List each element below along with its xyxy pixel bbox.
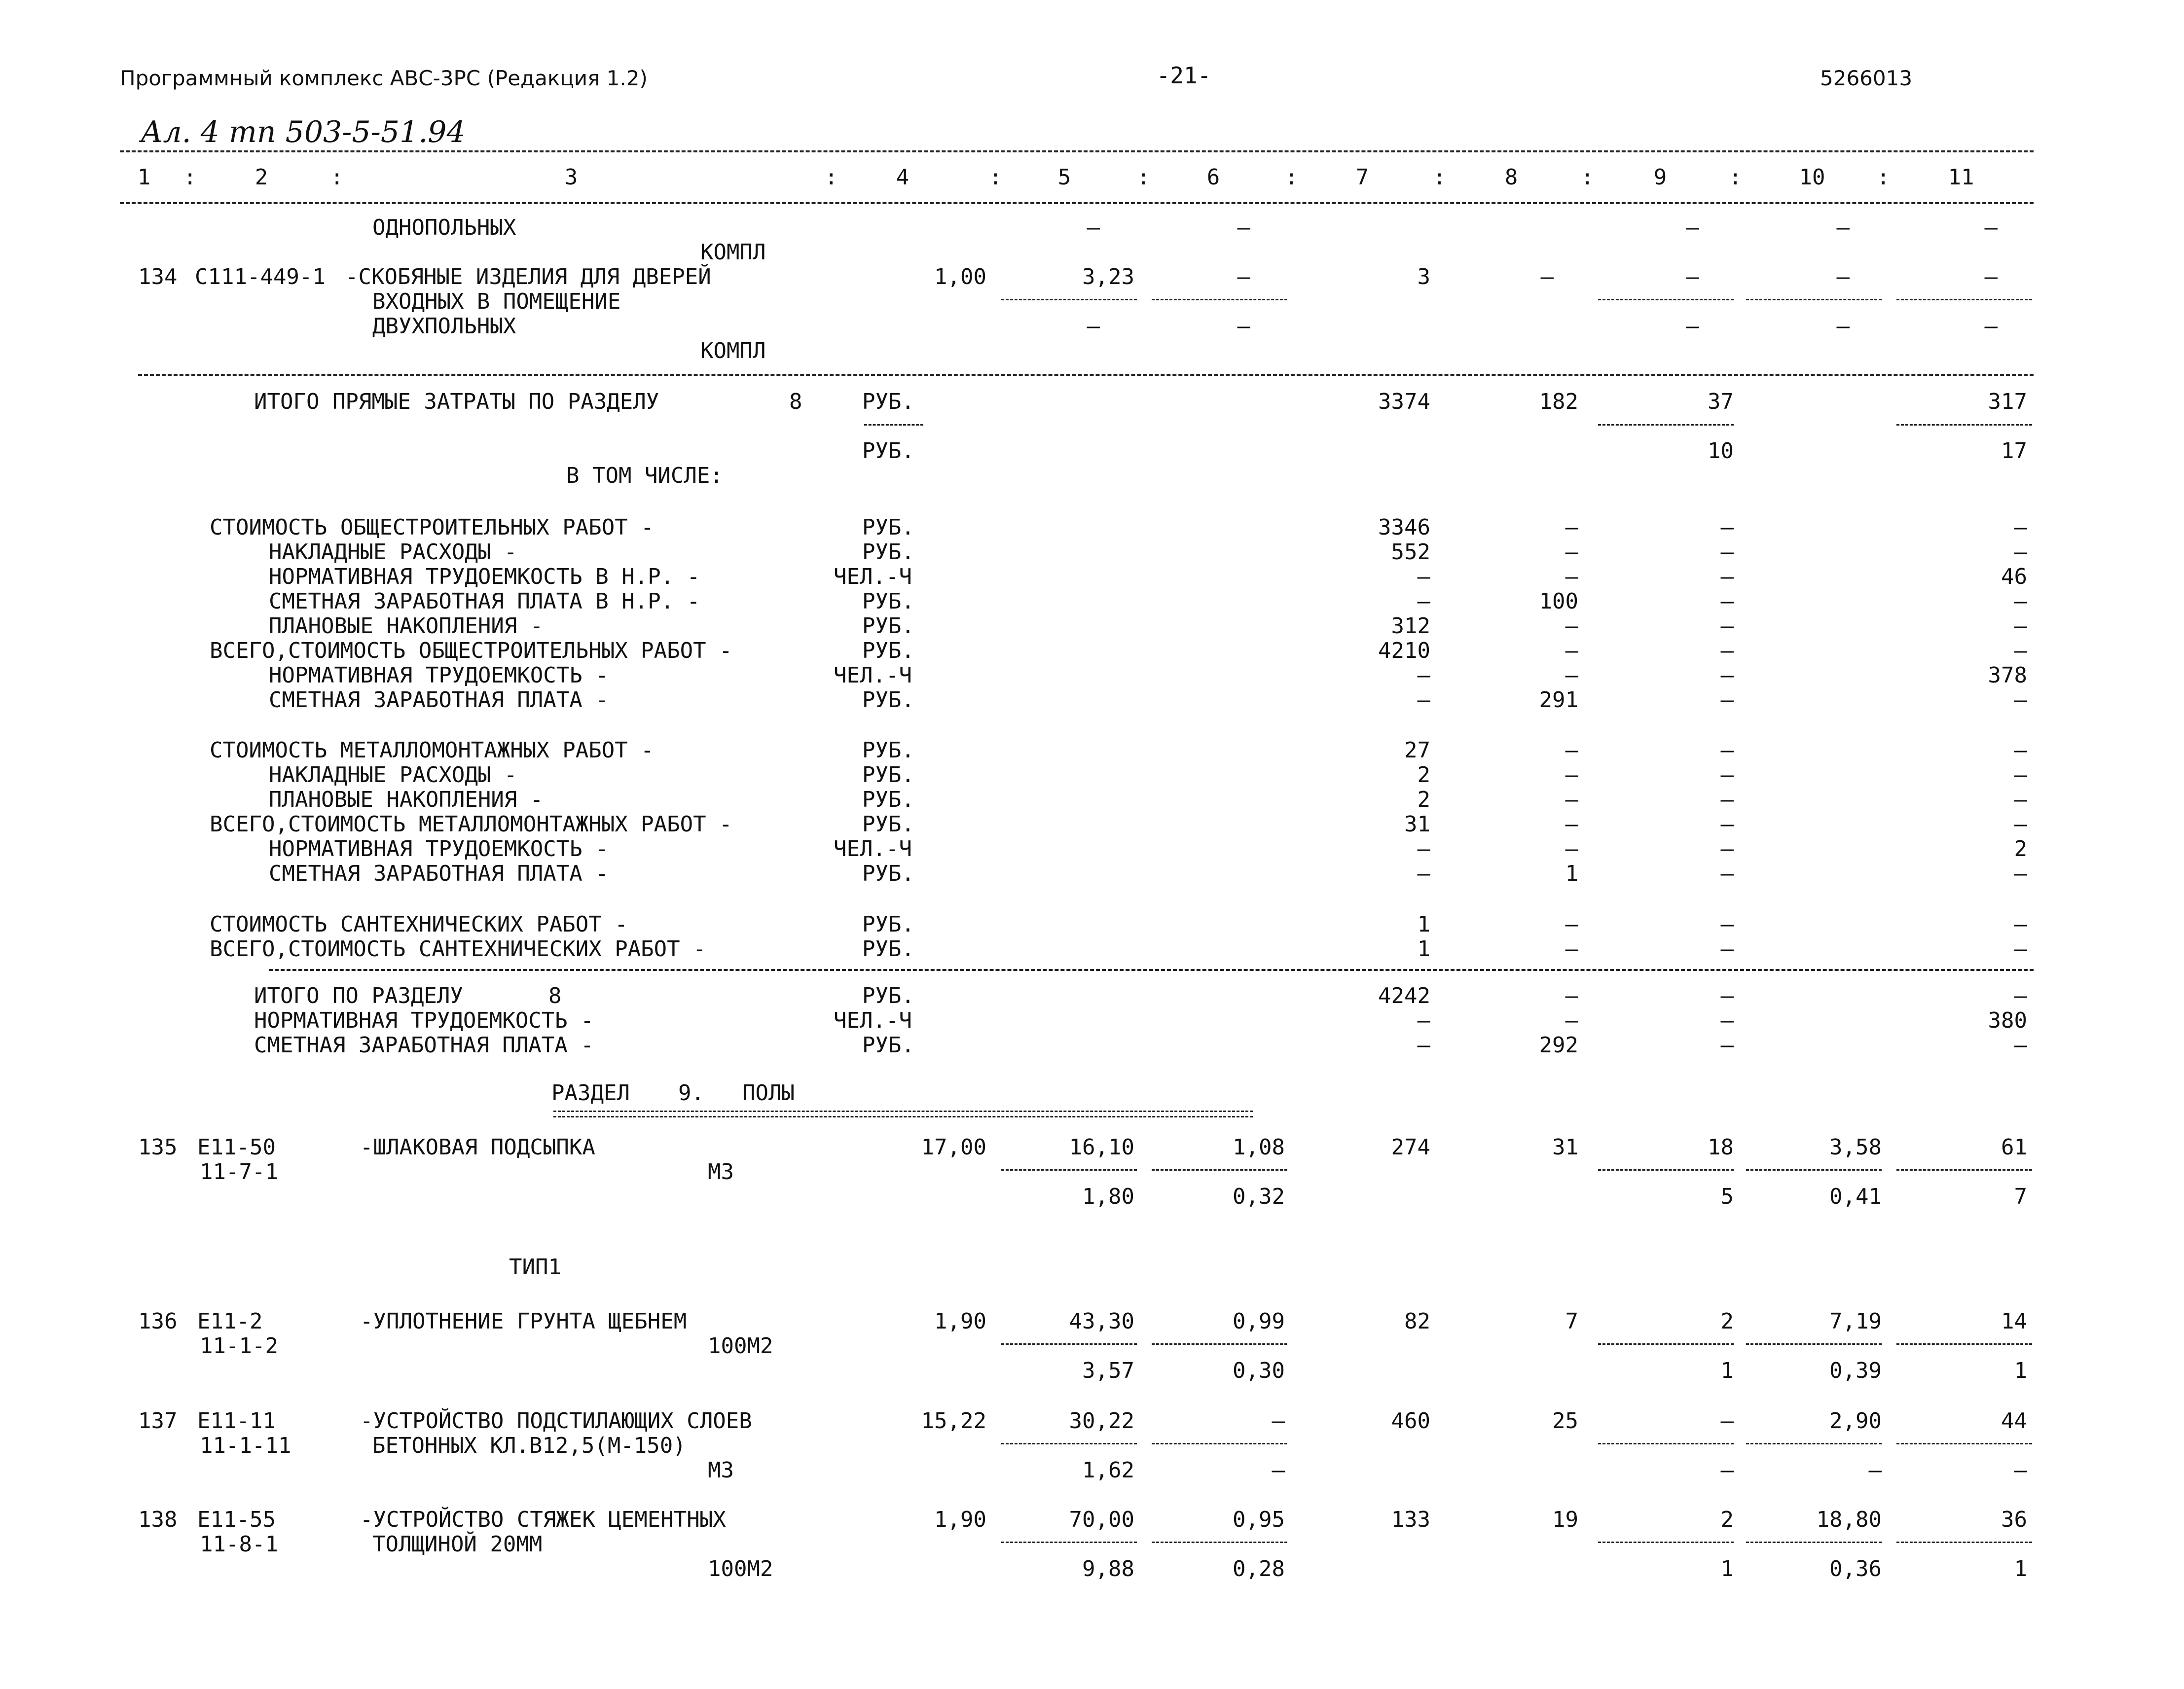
breakdown-label: СМЕТНАЯ ЗАРАБОТНАЯ ПЛАТА - [269,687,609,713]
breakdown-label: НОРМАТИВНАЯ ТРУДОЕМКОСТЬ - [269,663,609,688]
cell-c9: – [1720,1008,1734,1033]
cell-c6-wage: 0,28 [1233,1556,1285,1581]
item-code: Е11-11 [197,1408,276,1434]
unit: РУБ. [862,589,914,614]
unit: РУБ. [862,762,914,788]
cell-c7: 312 [1391,613,1430,639]
cell-c6-wage: 0,30 [1233,1358,1285,1383]
cell-c9: 18 [1708,1135,1734,1160]
cell-c11: 2 [2014,836,2027,862]
cell-c9-wage: 1 [1720,1556,1734,1581]
cell-c4: 15,22 [921,1408,986,1434]
cell-c11-wage: 1 [2014,1358,2027,1383]
cell-c7: – [1417,663,1430,688]
cell-c8: 182 [1539,389,1578,414]
sub-rule [1598,1443,1734,1444]
cell-c10-wage: 0,36 [1829,1556,1882,1581]
cell-c11-wage: 1 [2014,1556,2027,1581]
section-title-underline [553,1111,1253,1117]
sub-rule [1152,1443,1287,1444]
header-rule [120,150,2034,152]
breakdown-label: ВСЕГО,СТОИМОСТЬ ОБЩЕСТРОИТЕЛЬНЫХ РАБОТ - [210,638,732,663]
col-sep: : [183,165,197,190]
cell-c7: – [1417,589,1430,614]
cell-c7: 460 [1391,1408,1430,1434]
cell-c7: 31 [1404,812,1430,837]
unit: РУБ. [862,983,914,1008]
cell-c11: 46 [2001,564,2027,589]
cell-c8: – [1565,738,1578,763]
cell-c6: – [1237,264,1250,289]
cell-c8: – [1565,564,1578,589]
cell-c6-wage: 0,32 [1233,1184,1285,1209]
item-name: -УПЛОТНЕНИЕ ГРУНТА ЩЕБНЕМ [360,1309,687,1334]
cell-c7: 2 [1417,787,1430,812]
unit: РУБ. [862,438,914,464]
unit: РУБ. [862,738,914,763]
cell-c7: 274 [1391,1135,1430,1160]
unit: РУБ. [862,787,914,812]
breakdown-label: ВСЕГО,СТОИМОСТЬ МЕТАЛЛОМОНТАЖНЫХ РАБОТ - [210,812,732,837]
cell-c10: 3,58 [1829,1135,1882,1160]
breakdown-label: СМЕТНАЯ ЗАРАБОТНАЯ ПЛАТА - [269,861,609,886]
cell-c9: 10 [1708,438,1734,464]
cell-c7: – [1417,564,1430,589]
cell-c11: – [2014,539,2027,565]
cell-c11: – [2014,589,2027,614]
cell-c5: – [1087,314,1100,339]
unit: РУБ. [862,861,914,886]
sub-rule [1896,299,2032,300]
cell-c7: 552 [1391,539,1430,565]
item-code-secondary: 11-7-1 [200,1159,278,1185]
including-label: В ТОМ ЧИСЛЕ: [566,463,723,488]
col-sep: : [989,165,1002,190]
cell-c9: – [1720,564,1734,589]
cell-c9: – [1720,515,1734,540]
item-name-line: ДВУХПОЛЬНЫХ [372,314,516,339]
cell-c5: 3,23 [1082,264,1134,289]
cell-c9: – [1720,539,1734,565]
cell-c5: 70,00 [1069,1507,1134,1532]
section-number: 8 [548,983,562,1008]
cell-c7: 3374 [1378,389,1430,414]
breakdown-label: ПЛАНОВЫЕ НАКОПЛЕНИЯ - [269,787,544,812]
item-number: 135 [138,1135,178,1160]
cell-c9: – [1720,638,1734,663]
cell-c9: – [1720,1033,1734,1058]
item-number: 137 [138,1408,178,1434]
cell-c9: – [1720,787,1734,812]
cell-c9: – [1720,589,1734,614]
cell-c7: 3 [1417,264,1430,289]
document-code: 5266013 [1820,66,1913,90]
cell-c7: 1 [1417,912,1430,937]
cell-c6: 0,99 [1233,1309,1285,1334]
sub-rule [1001,1343,1137,1345]
sub-rule [1746,1169,1882,1171]
cell-c9: 37 [1708,389,1734,414]
cell-c8: – [1565,836,1578,862]
cell-c11: – [2014,738,2027,763]
item-name-line: ТОЛЩИНОЙ 20ММ [372,1532,543,1557]
cell-c11: 380 [1988,1008,2027,1033]
cell-c11: – [2014,515,2027,540]
col-header-5: 5 [1057,165,1071,190]
item-number: 138 [138,1507,178,1532]
cell-c11: – [2014,638,2027,663]
item-code-secondary: 11-8-1 [200,1532,278,1557]
cell-c5-wage: 9,88 [1082,1556,1134,1581]
cell-c5-wage: 1,62 [1082,1458,1134,1483]
unit: ЧЕЛ.-Ч [834,836,912,862]
cell-c9: – [1720,812,1734,837]
cell-c9-wage: 1 [1720,1358,1734,1383]
cell-c11: – [2014,983,2027,1008]
col-sep: : [330,165,344,190]
cell-c5: 30,22 [1069,1408,1134,1434]
cell-c9: – [1720,983,1734,1008]
item-unit: М3 [708,1458,734,1483]
breakdown-label: НОРМАТИВНАЯ ТРУДОЕМКОСТЬ - [269,836,609,862]
cell-c10: – [1836,264,1850,289]
cell-c11: – [2014,936,2027,962]
cell-c11: 44 [2001,1408,2027,1434]
cell-c9: 2 [1720,1507,1734,1532]
item-code-secondary: 11-1-2 [200,1333,278,1359]
cell-c9-wage: 5 [1720,1184,1734,1209]
breakdown-label: НАКЛАДНЫЕ РАСХОДЫ - [269,539,517,565]
cell-c7: 133 [1391,1507,1430,1532]
page-number: -21- [1156,62,1211,89]
item-unit: 100М2 [708,1556,773,1581]
col-header-8: 8 [1504,165,1518,190]
item-unit: КОМПЛ [700,338,766,363]
sub-rule [1746,1343,1882,1345]
cell-c9: – [1686,264,1699,289]
breakdown-label: ВСЕГО,СТОИМОСТЬ САНТЕХНИЧЕСКИХ РАБОТ - [210,936,706,962]
unit: РУБ. [862,515,914,540]
cell-c7: 4242 [1378,983,1430,1008]
cell-c8: 25 [1552,1408,1578,1434]
cell-c7: 27 [1404,738,1430,763]
breakdown-label: НОРМАТИВНАЯ ТРУДОЕМКОСТЬ В Н.Р. - [269,564,700,589]
cell-c11: – [2014,861,2027,886]
item-name: -УСТРОЙСТВО СТЯЖЕК ЦЕМЕНТНЫХ [360,1507,726,1532]
item-name: -УСТРОЙСТВО ПОДСТИЛАЮЩИХ СЛОЕВ [360,1408,752,1434]
cell-c4: 17,00 [921,1135,986,1160]
breakdown-label: СТОИМОСТЬ САНТЕХНИЧЕСКИХ РАБОТ - [210,912,628,937]
cell-c8: – [1565,787,1578,812]
cell-c5: – [1087,215,1100,240]
sub-rule [1598,1542,1734,1543]
cell-c9: – [1720,687,1734,713]
sub-rule [1746,1443,1882,1444]
sub-rule [1746,1542,1882,1543]
direct-costs-label: ИТОГО ПРЯМЫЕ ЗАТРАТЫ ПО РАЗДЕЛУ [254,389,659,414]
sub-rule [1152,1169,1287,1171]
sub-rule [1152,1343,1287,1345]
unit: РУБ. [862,1033,914,1058]
cell-c10: 18,80 [1816,1507,1882,1532]
handwritten-reference: Ал. 4 тп 503-5-51.94 [141,115,466,149]
labor-label: НОРМАТИВНАЯ ТРУДОЕМКОСТЬ - [254,1008,594,1033]
cell-c9: – [1720,663,1734,688]
cell-c7: 82 [1404,1309,1430,1334]
cell-c9: – [1686,215,1699,240]
cell-c11: 317 [1988,389,2027,414]
unit: РУБ. [862,912,914,937]
sub-rule [1896,1343,2032,1345]
cell-c11: – [2014,812,2027,837]
cell-c11: 17 [2001,438,2027,464]
item-code: Е11-50 [197,1135,276,1160]
cell-c8: – [1565,539,1578,565]
unit: РУБ. [862,638,914,663]
cell-c9: 2 [1720,1309,1734,1334]
cell-c9: – [1720,936,1734,962]
cell-c11-wage: – [2014,1458,2027,1483]
cell-c8: – [1540,264,1554,289]
cell-c8: – [1565,812,1578,837]
item-number: 136 [138,1309,178,1334]
sub-rule [1896,1169,2032,1171]
cell-c8: 7 [1565,1309,1578,1334]
cell-c6-wage: – [1272,1458,1285,1483]
cell-c9: – [1720,836,1734,862]
cell-c9-wage: – [1720,1458,1734,1483]
cell-c8: – [1565,983,1578,1008]
col-sep: : [1137,165,1150,190]
cell-c11: – [2014,762,2027,788]
breakdown-label: НАКЛАДНЫЕ РАСХОДЫ - [269,762,517,788]
unit: РУБ. [862,613,914,639]
col-header-9: 9 [1653,165,1667,190]
cell-c8: – [1565,663,1578,688]
wage-label: СМЕТНАЯ ЗАРАБОТНАЯ ПЛАТА - [254,1033,594,1058]
cell-c6: – [1237,314,1250,339]
cell-c10-wage: 0,39 [1829,1358,1882,1383]
cell-c11: – [2014,1033,2027,1058]
item-number: 134 [138,264,178,289]
section-label: РАЗДЕЛ [551,1080,630,1106]
cell-c4: 1,90 [934,1507,986,1532]
section-total-label: ИТОГО ПО РАЗДЕЛУ [254,983,463,1008]
cell-c8: 100 [1539,589,1578,614]
sub-rule [1746,299,1882,300]
cell-c8: 31 [1552,1135,1578,1160]
sub-rule [1001,1169,1137,1171]
cell-c8: – [1565,1008,1578,1033]
cell-c11: – [2014,787,2027,812]
unit: РУБ. [862,687,914,713]
program-title: Программный комплекс АВС-3РС (Редакция 1.2) [120,66,648,90]
cell-c7: – [1417,1008,1430,1033]
col-header-7: 7 [1355,165,1369,190]
cell-c10: 2,90 [1829,1408,1882,1434]
unit: РУБ. [862,936,914,962]
col-header-3: 3 [564,165,578,190]
cell-c8: – [1565,762,1578,788]
cell-c7: – [1417,836,1430,862]
cell-c10-wage: 0,41 [1829,1184,1882,1209]
unit: ЧЕЛ.-Ч [834,564,912,589]
cell-c9: – [1720,912,1734,937]
cell-c7: – [1417,861,1430,886]
cell-c11: – [1984,314,1998,339]
col-header-2: 2 [255,165,268,190]
col-header-4: 4 [896,165,910,190]
type-label: ТИП1 [509,1255,561,1280]
col-sep: : [1877,165,1890,190]
col-header-6: 6 [1206,165,1220,190]
cell-c9: – [1686,314,1699,339]
cell-c9: – [1720,613,1734,639]
cell-c9: – [1720,1408,1734,1434]
cell-c7: – [1417,1033,1430,1058]
cell-c9: – [1720,861,1734,886]
cell-c5: 43,30 [1069,1309,1134,1334]
item-name-line: БЕТОННЫХ КЛ.В12,5(М-150) [372,1433,686,1458]
item-code-secondary: 11-1-11 [200,1433,291,1458]
cell-c7: 3346 [1378,515,1430,540]
sub-rule [1896,1443,2032,1444]
cell-c5-wage: 3,57 [1082,1358,1134,1383]
cell-c8: 291 [1539,687,1578,713]
cell-c10: – [1836,215,1850,240]
section-number: 8 [789,389,802,414]
cell-c5: 16,10 [1069,1135,1134,1160]
breakdown-label: ПЛАНОВЫЕ НАКОПЛЕНИЯ - [269,613,544,639]
cell-c11: – [2014,613,2027,639]
breakdown-label: СМЕТНАЯ ЗАРАБОТНАЯ ПЛАТА В Н.Р. - [269,589,700,614]
cell-c6: 1,08 [1233,1135,1285,1160]
cell-c5-wage: 1,80 [1082,1184,1134,1209]
sub-rule [864,424,923,426]
sub-rule [1896,1542,2032,1543]
cell-c8: – [1565,613,1578,639]
sub-rule [1152,1542,1287,1543]
cell-c6: 0,95 [1233,1507,1285,1532]
sub-rule [1896,424,2032,426]
section-title: ПОЛЫ [742,1080,795,1106]
sub-rule [1598,1343,1734,1345]
breakdown-label: СТОИМОСТЬ ОБЩЕСТРОИТЕЛЬНЫХ РАБОТ - [210,515,654,540]
item-code: Е11-55 [197,1507,276,1532]
sub-rule [1001,1542,1137,1543]
cell-c11: – [2014,687,2027,713]
col-header-10: 10 [1799,165,1825,190]
cell-c10-wage: – [1868,1458,1882,1483]
cell-c8: 1 [1565,861,1578,886]
sub-rule [1598,299,1734,300]
cell-c9: – [1720,738,1734,763]
col-sep: : [1433,165,1446,190]
cell-c6: – [1237,215,1250,240]
item-code: С111-449-1 [195,264,326,289]
cell-c7: 1 [1417,936,1430,962]
cell-c11: – [1984,215,1998,240]
cell-c4: 1,90 [934,1309,986,1334]
item-code: Е11-2 [197,1309,263,1334]
cell-c8: – [1565,936,1578,962]
item-name-line: ОДНОПОЛЬНЫХ [372,215,516,240]
col-sep: : [1581,165,1594,190]
unit: ЧЕЛ.-Ч [834,1008,912,1033]
cell-c8: 292 [1539,1033,1578,1058]
unit: РУБ. [862,812,914,837]
cell-c11: 36 [2001,1507,2027,1532]
cell-c11: 14 [2001,1309,2027,1334]
section-rule [269,969,2034,971]
cell-c7: 4210 [1378,638,1430,663]
item-name-line: ВХОДНЫХ В ПОМЕЩЕНИЕ [372,289,621,314]
item-unit: КОМПЛ [700,240,766,265]
unit: РУБ. [862,389,914,414]
col-sep: : [1729,165,1742,190]
cell-c9: – [1720,762,1734,788]
cell-c10: – [1836,314,1850,339]
item-name: -ШЛАКОВАЯ ПОДСЫПКА [360,1135,595,1160]
breakdown-label: СТОИМОСТЬ МЕТАЛЛОМОНТАЖНЫХ РАБОТ - [210,738,654,763]
section-rule [138,374,2034,376]
cell-c4: 1,00 [934,264,986,289]
cell-c7: – [1417,687,1430,713]
sub-rule [1001,299,1137,300]
column-header-rule [120,202,2034,204]
col-header-11: 11 [1948,165,1974,190]
unit: РУБ. [862,539,914,565]
cell-c11: 378 [1988,663,2027,688]
cell-c8: – [1565,515,1578,540]
sub-rule [1598,424,1734,426]
item-name: -СКОБЯНЫЕ ИЗДЕЛИЯ ДЛЯ ДВЕРЕЙ [345,264,711,289]
item-unit: М3 [708,1159,734,1185]
cell-c11: – [2014,912,2027,937]
cell-c11: – [1984,264,1998,289]
cell-c8: 19 [1552,1507,1578,1532]
cell-c8: – [1565,912,1578,937]
item-unit: 100М2 [708,1333,773,1359]
sub-rule [1001,1443,1137,1444]
cell-c11: 61 [2001,1135,2027,1160]
sub-rule [1152,299,1287,300]
unit: ЧЕЛ.-Ч [834,663,912,688]
sub-rule [1598,1169,1734,1171]
section-number: 9. [678,1080,704,1106]
cell-c11-wage: 7 [2014,1184,2027,1209]
col-sep: : [1285,165,1298,190]
cell-c7: 2 [1417,762,1430,788]
col-header-1: 1 [137,165,151,190]
cell-c6: – [1272,1408,1285,1434]
cell-c10: 7,19 [1829,1309,1882,1334]
cell-c8: – [1565,638,1578,663]
col-sep: : [825,165,838,190]
